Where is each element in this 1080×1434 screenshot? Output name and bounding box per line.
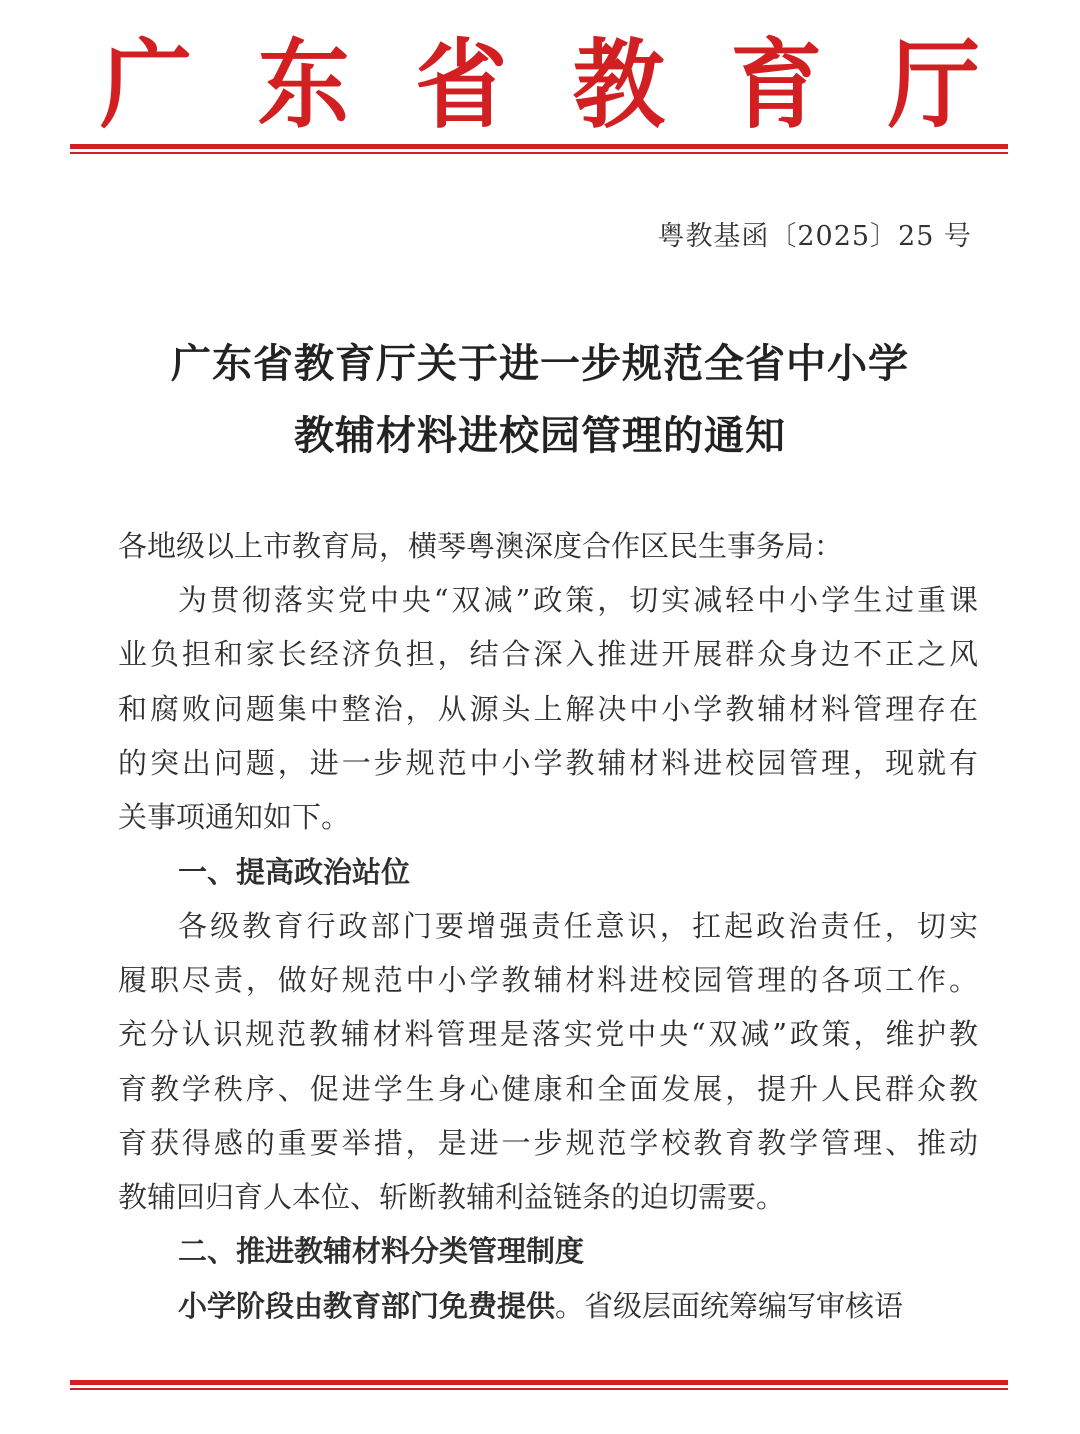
masthead-char: 厅 [887, 28, 980, 142]
body-line: 教辅回归育人本位、斩断教辅利益链条的迫切需要。 [118, 1180, 786, 1214]
section-heading-2: 二、推进教辅材料分类管理制度 [178, 1234, 585, 1268]
body-line [178, 1286, 978, 1326]
body-line: 育获得感的重要举措，是进一步规范学校教育教学管理、推动 [118, 1126, 978, 1160]
section-heading-1: 一、提高政治站位 [178, 855, 411, 889]
footer-rule-thick [70, 1380, 1008, 1385]
body-line: 为贯彻落实党中央“双减”政策，切实减轻中小学生过重课 [178, 583, 978, 617]
masthead-char: 省 [415, 28, 508, 142]
body-line: 履职尽责，做好规范中小学教辅材料进校园管理的各项工作。 [118, 963, 978, 997]
document-number: 粤教基函〔2025〕25 号 [657, 221, 972, 252]
body-line: 充分认识规范教辅材料管理是落实党中央“双减”政策，维护教 [118, 1017, 978, 1051]
document-title-line-1: 广东省教育厅关于进一步规范全省中小学 [171, 341, 909, 387]
footer-rule-thin [70, 1388, 1008, 1390]
salutation: 各地级以上市教育局，横琴粤澳深度合作区民生事务局： [118, 529, 844, 563]
masthead-char: 东 [257, 28, 350, 142]
body-line: 各级教育行政部门要增强责任意识，扛起政治责任，切实 [178, 909, 978, 943]
masthead [100, 30, 980, 140]
masthead-char: 育 [730, 28, 823, 142]
bold-lead-text: 小学阶段由教育部门免费提供 [178, 1289, 556, 1323]
body-text: 。省级层面统筹编写审核语 [555, 1289, 904, 1323]
masthead-rule-thin [70, 152, 1008, 154]
masthead-rule-thick [70, 144, 1008, 149]
body-line: 育教学秩序、促进学生身心健康和全面发展，提升人民群众教 [118, 1072, 978, 1106]
masthead-char: 教 [572, 28, 665, 142]
body-line: 和腐败问题集中整治，从源头上解决中小学教辅材料管理存在 [118, 692, 978, 726]
body-line: 关事项通知如下。 [118, 800, 351, 834]
document-title-line-2: 教辅材料进校园管理的通知 [294, 413, 786, 459]
body-line: 的突出问题，进一步规范中小学教辅材料进校园管理，现就有 [118, 746, 978, 780]
masthead-char: 广 [100, 28, 193, 142]
body-line: 业负担和家长经济负担，结合深入推进开展群众身边不正之风 [118, 637, 978, 671]
